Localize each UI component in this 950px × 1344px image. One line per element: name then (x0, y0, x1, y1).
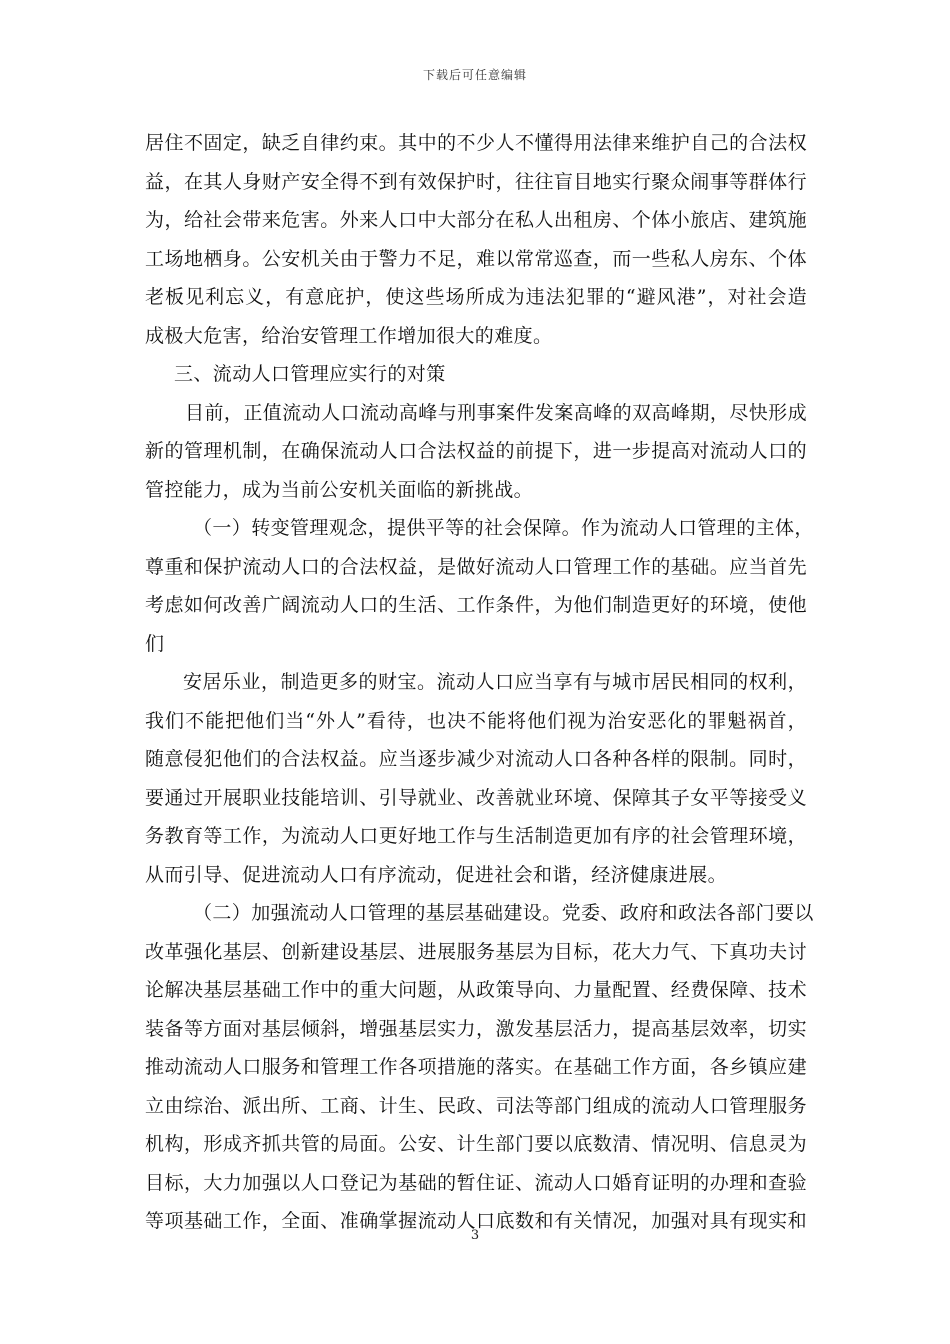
body-line: 立由综治、派出所、工商、计生、民政、司法等部门组成的流动人口管理服务 (145, 1094, 807, 1117)
body-line: 益，在其人身财产安全得不到有效保护时，往往盲目地实行聚众闹事等群体行 (145, 170, 807, 193)
body-line: 等项基础工作，全面、准确掌握流动人口底数和有关情况，加强对具有现实和 (145, 1210, 807, 1232)
body-line: 论解决基层基础工作中的重大问题，从政策导向、力量配置、经费保障、技术 (145, 979, 807, 1001)
subsection-heading-line: （一）转变管理观念，提供平等的社会保障。作为流动人口管理的主体， (193, 517, 814, 539)
body-line: 机构，形成齐抓共管的局面。公安、计生部门要以底数清、情况明、信息灵为 (145, 1133, 807, 1155)
body-line: 要通过开展职业技能培训、引导就业、改善就业环境、保障其子女平等接受义 (145, 786, 807, 809)
body-line: 我们不能把他们当“外人”看待，也决不能将他们视为治安恶化的罪魁祸首， (145, 709, 807, 732)
section-heading: 三、流动人口管理应实行的对策 (174, 363, 446, 385)
body-line: 装备等方面对基层倾斜，增强基层实力，激发基层活力，提高基层效率，切实 (145, 1017, 807, 1040)
body-line: 尊重和保护流动人口的合法权益，是做好流动人口管理工作的基础。应当首先 (145, 555, 807, 578)
document-body (145, 124, 814, 1241)
subsection-heading-line: （二）加强流动人口管理的基层基础建设。党委、政府和政法各部门要以 (193, 902, 814, 924)
body-line: 改革强化基层、创新建设基层、进展服务基层为目标，花大力气、下真功夫讨 (145, 940, 807, 963)
body-line: 新的管理机制，在确保流动人口合法权益的前提下，进一步提高对流动人口的 (145, 440, 807, 462)
body-line: 考虑如何改善广阔流动人口的生活、工作条件，为他们制造更好的环境，使他 (145, 594, 807, 616)
body-line: 随意侵犯他们的合法权益。应当逐步减少对流动人口各种各样的限制。同时， (145, 748, 807, 770)
body-line: 老板见利忘义，有意庇护，使这些场所成为违法犯罪的“避风港”，对社会造 (145, 286, 807, 308)
body-line: 管控能力，成为当前公安机关面临的新挑战。 (145, 478, 534, 501)
body-line: 工场地栖身。公安机关由于警力不足，难以常常巡查，而一些私人房东、个体 (145, 247, 807, 270)
page-number: 3 (470, 1228, 480, 1243)
body-line: 务教育等工作，为流动人口更好地工作与生活制造更加有序的社会管理环境， (145, 825, 807, 847)
page-header: 下载后可任意编辑 (422, 68, 527, 82)
body-line: 居住不固定，缺乏自律约束。其中的不少人不懂得用法律来维护自己的合法权 (145, 132, 807, 154)
body-line: 目前，正值流动人口流动高峰与刑事案件发案高峰的双高峰期，尽快形成 (185, 401, 807, 424)
body-line: 推动流动人口服务和管理工作各项措施的落实。在基础工作方面，各乡镇应建 (145, 1056, 807, 1078)
body-line: 目标，大力加强以人口登记为基础的暂住证、流动人口婚育证明的办理和查验 (145, 1171, 807, 1194)
body-line: 安居乐业，制造更多的财宝。流动人口应当享有与城市居民相同的权利， (183, 671, 807, 693)
body-line: 们 (145, 632, 165, 655)
body-line: 成极大危害，给治安管理工作增加很大的难度。 (145, 324, 553, 347)
body-line: 从而引导、促进流动人口有序流动，促进社会和谐，经济健康进展。 (145, 863, 728, 886)
body-line: 为，给社会带来危害。外来人口中大部分在私人出租房、个体小旅店、建筑施 (145, 209, 807, 231)
